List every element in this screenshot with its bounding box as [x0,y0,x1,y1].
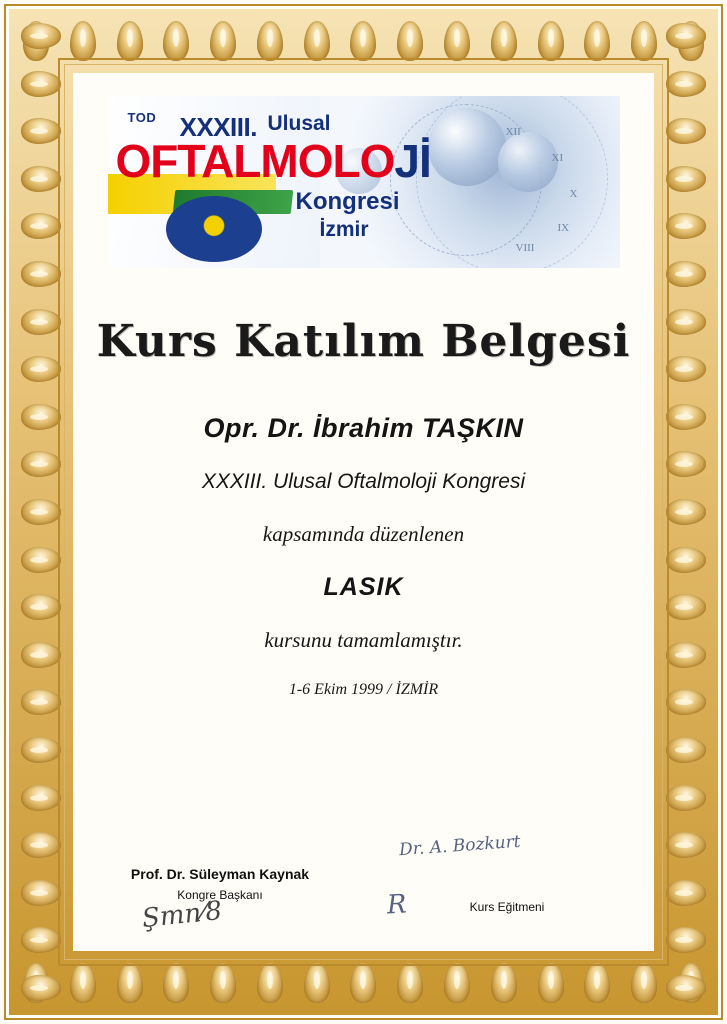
certificate-content [70,70,657,954]
border-motif-row-top [23,21,704,61]
border-motif-col-left [21,23,61,1001]
border-motif [21,309,61,335]
border-motif [666,261,706,287]
logo-eye-disc-icon [166,196,262,262]
logo-edition-number: XXXIII. [179,112,257,142]
decorative-sphere [428,108,506,186]
border-motif [538,963,564,1003]
border-motif [397,963,423,1003]
border-motif [631,21,657,61]
border-motif [666,975,706,1001]
logo-oftalmoloji-red: OFTALMOLO [115,135,395,187]
border-motif [257,963,283,1003]
border-motif [21,642,61,668]
logo-tod-text: TOD [127,110,157,125]
signatory-role-left: Kongre Başkanı [177,888,263,902]
border-motif [666,356,706,382]
roman-numeral-mark: X [569,188,578,200]
border-motif [21,71,61,97]
border-motif [666,71,706,97]
border-motif [350,21,376,61]
border-motif [21,213,61,239]
roman-numeral-mark: XI [551,152,564,164]
recipient-name: Opr. Dr. İbrahim TAŞKIN [203,413,524,443]
border-motif [666,451,706,477]
handwritten-signature-right-bottom: R [386,889,408,921]
logo-city-text: İzmir [319,218,369,241]
border-motif [666,213,706,239]
border-motif [304,963,330,1003]
border-motif [491,21,517,61]
border-motif [584,963,610,1003]
handwritten-signature-left: Şmn⁄8 [140,895,224,935]
border-motif [163,21,189,61]
congress-name-line: XXXIII. Ulusal Oftalmoloji Kongresi [201,470,526,493]
border-motif [666,309,706,335]
border-motif [70,963,96,1003]
signature-block-right [377,831,637,921]
border-motif [666,737,706,763]
border-motif [21,594,61,620]
border-motif [21,975,61,1001]
logo-oftalmoloji-text [116,134,431,188]
border-motif [21,689,61,715]
logo-kongresi-text: Kongresi [295,188,400,215]
border-motif [21,451,61,477]
border-motif [444,963,470,1003]
border-motif [666,880,706,906]
border-motif [21,166,61,192]
border-motif [21,404,61,430]
border-motif [117,21,143,61]
border-motif [584,21,610,61]
roman-numeral-mark: VIII [515,242,535,254]
border-motif [21,927,61,953]
border-motif [666,23,706,49]
border-motif [666,927,706,953]
border-motif [210,963,236,1003]
logo-oftalmoloji-blue: Jİ [394,135,431,187]
signature-area [90,831,637,935]
border-motif [21,499,61,525]
border-motif [21,880,61,906]
border-motif [70,21,96,61]
border-motif [631,963,657,1003]
border-motif [21,737,61,763]
border-motif [444,21,470,61]
border-motif [666,832,706,858]
border-motif [117,963,143,1003]
border-motif [666,594,706,620]
certificate-title: Kurs Katılım Belgesi [96,316,631,367]
border-motif [210,21,236,61]
border-motif [666,166,706,192]
roman-numeral-mark: IX [557,222,570,234]
border-motif [304,21,330,61]
signatory-role-right: Kurs Eğitmeni [469,900,545,914]
border-motif [666,785,706,811]
border-motif [538,21,564,61]
border-motif [21,785,61,811]
border-motif [21,23,61,49]
border-motif [21,832,61,858]
date-location-line: 1-6 Ekim 1999 / İZMİR [288,681,439,698]
signatory-name-left: Prof. Dr. Süleyman Kaynak [130,866,310,882]
border-motif [666,689,706,715]
border-motif [21,118,61,144]
border-motif [21,261,61,287]
border-motif [21,547,61,573]
course-name: LASIK [323,573,404,601]
border-motif-col-right [666,23,706,1001]
border-motif [666,547,706,573]
roman-numeral-mark: XII [505,126,521,138]
handwritten-signature-right-top: Dr. A. Bozkurt [398,831,522,861]
border-motif [350,963,376,1003]
border-motif [21,356,61,382]
completion-line: kursunu tamamlamıştır. [264,628,463,652]
border-motif [397,21,423,61]
signature-block-left [90,866,350,935]
within-scope-line: kapsamında düzenlenen [262,522,465,546]
congress-logo [108,96,620,268]
logo-ulusal-text: Ulusal [267,112,331,135]
border-motif [666,642,706,668]
border-motif [666,404,706,430]
decorative-sphere [498,132,558,192]
border-motif [257,21,283,61]
border-motif [666,499,706,525]
border-motif [666,118,706,144]
border-motif-row-bottom [23,963,704,1003]
border-motif [163,963,189,1003]
border-motif [491,963,517,1003]
